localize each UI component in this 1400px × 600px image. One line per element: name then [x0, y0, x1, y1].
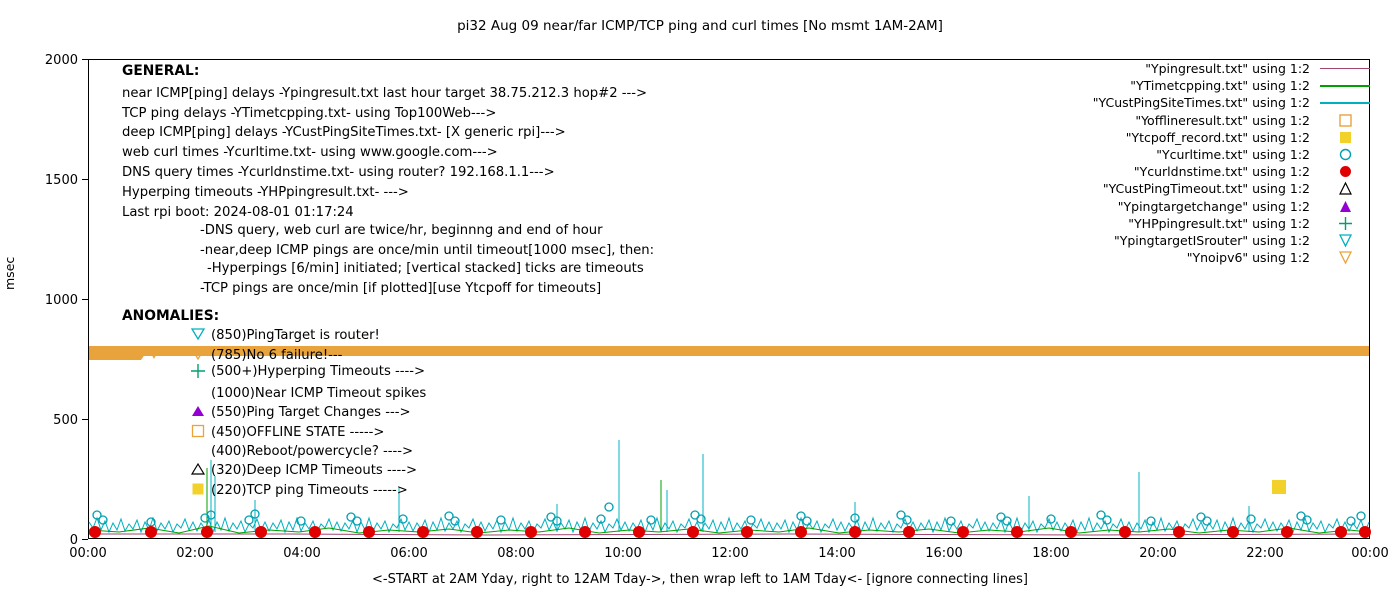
legend-label: "Yofflineresult.txt" using 1:2	[1135, 112, 1310, 128]
general-indented-3: -TCP pings are once/min [if plotted][use Ytcpoff for timeouts]	[200, 281, 602, 296]
square-filled-icon	[190, 482, 208, 498]
legend-symbol-square-filled-icon	[1316, 129, 1374, 146]
general-line-0: near ICMP[ping] delays -Ypingresult.txt last hour target 38.75.212.3 hop#2 --->	[122, 86, 648, 101]
general-indented-2: -Hyperpings [6/min] initiated; [vertical stacked] ticks are timeouts	[207, 261, 644, 276]
legend-symbol-triangle-down-open-icon	[1316, 249, 1374, 266]
legend-item-ypingresult	[1044, 60, 1374, 77]
x-tick-0: 00:00	[69, 546, 107, 561]
square-open-icon	[190, 424, 208, 440]
chart-title: pi32 Aug 09 near/far ICMP/TCP ping and curl times [No msmt 1AM-2AM]	[457, 18, 943, 34]
plus-icon	[190, 363, 208, 379]
y-tick-2000: 2000	[44, 53, 78, 68]
legend-item-ycustpingtimeout	[1044, 180, 1374, 197]
anomaly-label: (550)Ping Target Changes --->	[211, 404, 411, 420]
legend-symbol-plus-icon	[1316, 215, 1374, 232]
legend-label: "Ycurldnstime.txt" using 1:2	[1133, 164, 1310, 180]
triangle-open-icon	[190, 462, 208, 478]
x-tick-8: 16:00	[925, 546, 963, 561]
legend-item-ynoipv6	[1044, 249, 1374, 266]
legend-symbol-circle-filled-icon	[1316, 163, 1374, 180]
legend-item-ytimetcpping	[1044, 77, 1374, 94]
legend	[1044, 60, 1374, 266]
legend-label: "YTimetcpping.txt" using 1:2	[1130, 78, 1310, 94]
general-line-3: web curl times -Ycurltime.txt- using www.google.com--->	[122, 145, 498, 160]
legend-label: "Ypingresult.txt" using 1:2	[1145, 61, 1310, 77]
y-tick-1500: 1500	[44, 173, 78, 188]
legend-label: "Ypingtargetchange" using 1:2	[1117, 198, 1310, 214]
y-axis-label: msec	[2, 256, 17, 290]
legend-label: "Ytcpoff_record.txt" using 1:2	[1125, 129, 1310, 145]
triangle-filled-icon	[190, 404, 208, 420]
no-icon	[190, 385, 208, 401]
no-icon	[190, 443, 208, 459]
anomaly-ping-target-changes	[190, 404, 411, 420]
x-tick-1: 02:00	[176, 546, 214, 561]
anomaly-label: (320)Deep ICMP Timeouts ---->	[211, 462, 418, 478]
legend-item-ypingtargetchange	[1044, 198, 1374, 215]
legend-item-yhppingresult	[1044, 215, 1374, 232]
anomalies-header: ANOMALIES:	[122, 308, 220, 324]
general-line-1: TCP ping delays -YTimetcpping.txt- using Top100Web--->	[122, 106, 497, 121]
anomaly-label: (500+)Hyperping Timeouts ---->	[211, 363, 426, 379]
anomaly-label: (400)Reboot/powercycle? ---->	[211, 443, 414, 459]
anomaly-no-ipv6-failure	[190, 347, 342, 363]
x-tick-3: 06:00	[390, 546, 428, 561]
x-tick-9: 18:00	[1032, 546, 1070, 561]
x-axis-label: <-START at 2AM Yday, right to 12AM Tday->, then wrap left to 1AM Tday<- [ignore connecting lines]	[372, 572, 1028, 587]
general-header: GENERAL:	[122, 63, 200, 79]
x-tick-12: 00:00	[1351, 546, 1389, 561]
legend-item-yofflineresult	[1044, 112, 1374, 129]
y-tick-500: 500	[53, 413, 78, 428]
anomaly-deep-icmp-timeouts	[190, 462, 417, 478]
legend-label: "YCustPingTimeout.txt" using 1:2	[1102, 181, 1310, 197]
legend-item-ytcpoff-record	[1044, 129, 1374, 146]
legend-symbol-triangle-down-open-icon	[1316, 232, 1374, 249]
anomaly-pingtarget-is-router	[190, 327, 380, 343]
anomaly-label: (220)TCP ping Timeouts ----->	[211, 482, 408, 498]
x-tick-10: 20:00	[1139, 546, 1177, 561]
x-tick-4: 08:00	[497, 546, 535, 561]
anomaly-label: (1000)Near ICMP Timeout spikes	[211, 385, 427, 401]
legend-item-ypingtargetisrouter	[1044, 232, 1374, 249]
general-line-2: deep ICMP[ping] delays -YCustPingSiteTimes.txt- [X generic rpi]--->	[122, 125, 566, 140]
anomaly-label: (785)No 6 failure!---	[211, 347, 343, 363]
legend-item-ycurltime	[1044, 146, 1374, 163]
triangle-down-open-icon	[190, 347, 208, 363]
anomaly-label: (450)OFFLINE STATE ----->	[211, 424, 385, 440]
legend-label: "Ynoipv6" using 1:2	[1186, 250, 1310, 266]
series-ycurltime-markers	[93, 503, 1365, 526]
anomaly-tcp-ping-timeouts	[190, 482, 408, 498]
legend-symbol-circle-open-icon	[1316, 146, 1374, 163]
legend-symbol-line	[1316, 94, 1374, 111]
x-tick-2: 04:00	[283, 546, 321, 561]
anomaly-near-icmp-timeout-spikes	[190, 385, 426, 401]
y-tick-0: 0	[69, 533, 78, 548]
general-line-6: Last rpi boot: 2024-08-01 01:17:24	[122, 205, 354, 220]
legend-label: "YpingtargetISrouter" using 1:2	[1113, 232, 1310, 248]
legend-symbol-triangle-filled-icon	[1316, 198, 1374, 215]
legend-item-ycustpingsitetimes	[1044, 94, 1374, 111]
x-tick-11: 22:00	[1246, 546, 1284, 561]
x-tick-6: 12:00	[711, 546, 749, 561]
series-ytcpoff-marker	[1272, 480, 1286, 494]
general-indented-1: -near,deep ICMP pings are once/min until timeout[1000 msec], then:	[200, 243, 655, 258]
y-tick-1000: 1000	[44, 293, 78, 308]
legend-symbol-triangle-open-icon	[1316, 180, 1374, 197]
general-indented-0: -DNS query, web curl are twice/hr, beginnng and end of hour	[200, 223, 603, 238]
y-tickmark-0	[82, 539, 88, 540]
general-line-4: DNS query times -Ycurldnstime.txt- using router? 192.168.1.1--->	[122, 165, 555, 180]
anomaly-hyperping-timeouts	[190, 363, 425, 379]
legend-symbol-line	[1316, 60, 1374, 77]
triangle-down-open-icon	[190, 327, 208, 343]
legend-item-ycurldnstime	[1044, 163, 1374, 180]
legend-label: "Ycurltime.txt" using 1:2	[1156, 147, 1310, 163]
x-tick-5: 10:00	[604, 546, 642, 561]
legend-label: "YCustPingSiteTimes.txt" using 1:2	[1092, 95, 1310, 111]
anomaly-offline-state	[190, 424, 384, 440]
legend-symbol-square-open-icon	[1316, 112, 1374, 129]
legend-symbol-line	[1316, 77, 1374, 94]
x-tick-7: 14:00	[818, 546, 856, 561]
legend-label: "YHPpingresult.txt" using 1:2	[1128, 215, 1310, 231]
anomaly-label: (850)PingTarget is router!	[211, 327, 380, 343]
anomaly-reboot-powercycle	[190, 443, 413, 459]
general-line-5: Hyperping timeouts -YHPpingresult.txt- --->	[122, 185, 409, 200]
